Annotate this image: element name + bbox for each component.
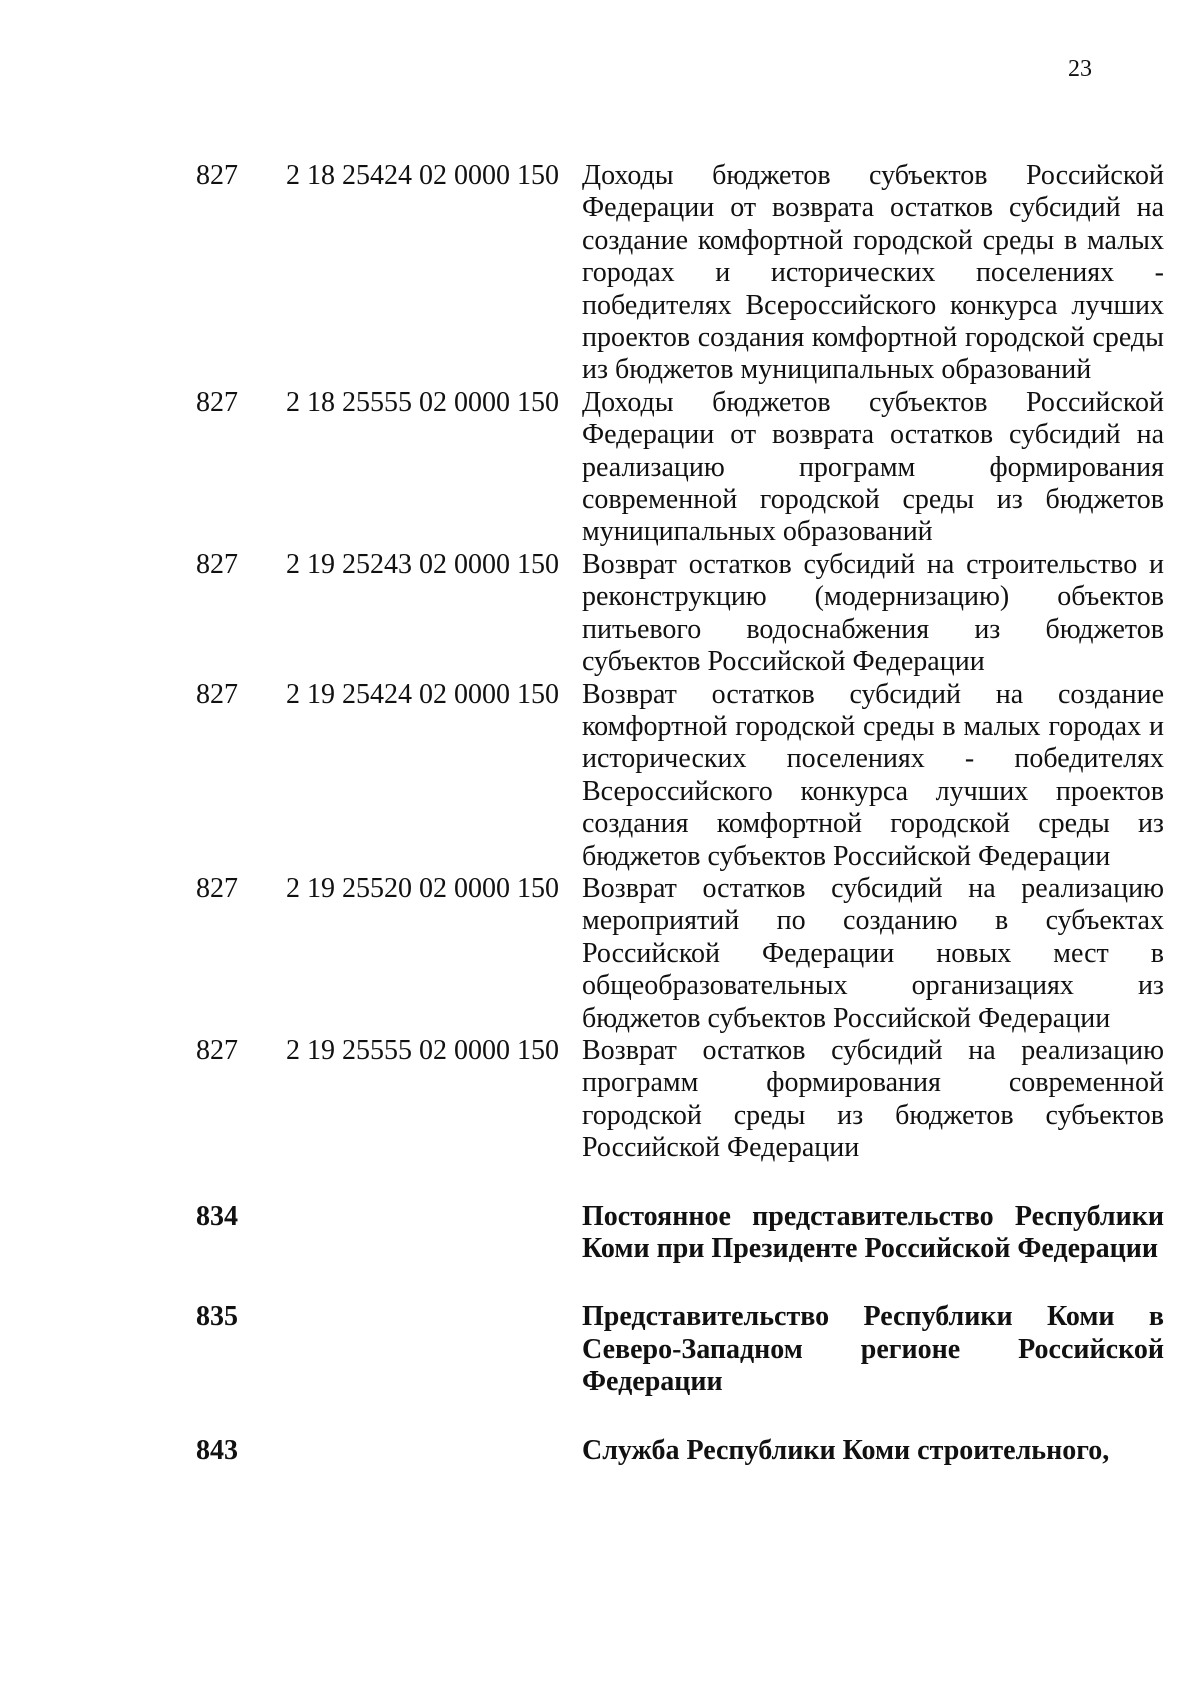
income-description: Возврат остатков субсидий на реализацию программ формирования современной городской среды из бюджетов субъектов Российской Федерации <box>582 1034 1164 1164</box>
admin-code: 827 <box>196 160 238 191</box>
budget-classification-code: 2 19 25424 02 0000 150 <box>286 678 559 710</box>
admin-code: 834 <box>196 1200 238 1232</box>
administrator-name: Представительство Республики Коми в Северо-Западном регионе Российской Федерации <box>582 1301 1164 1398</box>
budget-classification-code: 2 19 25555 02 0000 150 <box>286 1034 559 1066</box>
admin-code: 835 <box>196 1301 238 1333</box>
income-description: Возврат остатков субсидий на реализацию мероприятий по созданию в субъектах Российской Федерации новых мест в общеобразовательных организациях из бюджетов субъектов Российской Федерации <box>582 872 1164 1034</box>
budget-classification-code: 2 19 25243 02 0000 150 <box>286 548 559 580</box>
admin-code: 827 <box>196 678 238 710</box>
budget-code-table <box>0 160 1200 1467</box>
admin-code: 827 <box>196 872 238 904</box>
administrator-name: Служба Республики Коми строительного, <box>582 1434 1110 1466</box>
budget-classification-code: 2 18 25555 02 0000 150 <box>286 386 559 418</box>
table-row <box>0 160 1200 387</box>
admin-code: 843 <box>196 1434 238 1466</box>
income-description: Доходы бюджетов субъектов Российской Федерации от возврата остатков субсидий на реализацию программ формирования современной городской среды из бюджетов муниципальных образований <box>582 386 1164 548</box>
table-row <box>0 679 1200 873</box>
admin-code: 827 <box>196 1034 238 1066</box>
table-row <box>0 387 1200 549</box>
table-row <box>0 549 1200 679</box>
administrator-name: Постоянное представительство Республики Коми при Президенте Российской Федерации <box>582 1200 1164 1264</box>
page-number: 23 <box>1068 56 1092 82</box>
administrator-header-row <box>0 1435 1200 1467</box>
administrator-header-row <box>0 1301 1200 1398</box>
table-row <box>0 1035 1200 1165</box>
income-description: Возврат остатков субсидий на создание комфортной городской среды в малых городах и исторических поселениях - победителях Всероссийского конкурса лучших проектов создания комфортной городской среды из бюджетов субъектов Российской Федерации <box>582 678 1164 872</box>
administrator-header-row <box>0 1201 1200 1266</box>
budget-classification-code: 2 18 25424 02 0000 150 <box>286 160 559 191</box>
budget-classification-code: 2 19 25520 02 0000 150 <box>286 872 559 904</box>
admin-code: 827 <box>196 386 238 418</box>
income-description: Возврат остатков субсидий на строительство и реконструкцию (модернизацию) объектов питьевого водоснабжения из бюджетов субъектов Российской Федерации <box>582 548 1164 678</box>
income-description: Доходы бюджетов субъектов Российской Федерации от возврата остатков субсидий на создание комфортной городской среды в малых городах и исторических поселениях - победителях Всероссийского конкурса лучших проектов создания комфортной городской среды из бюджетов муниципальных образований <box>582 160 1164 386</box>
admin-code: 827 <box>196 548 238 580</box>
table-row <box>0 873 1200 1035</box>
